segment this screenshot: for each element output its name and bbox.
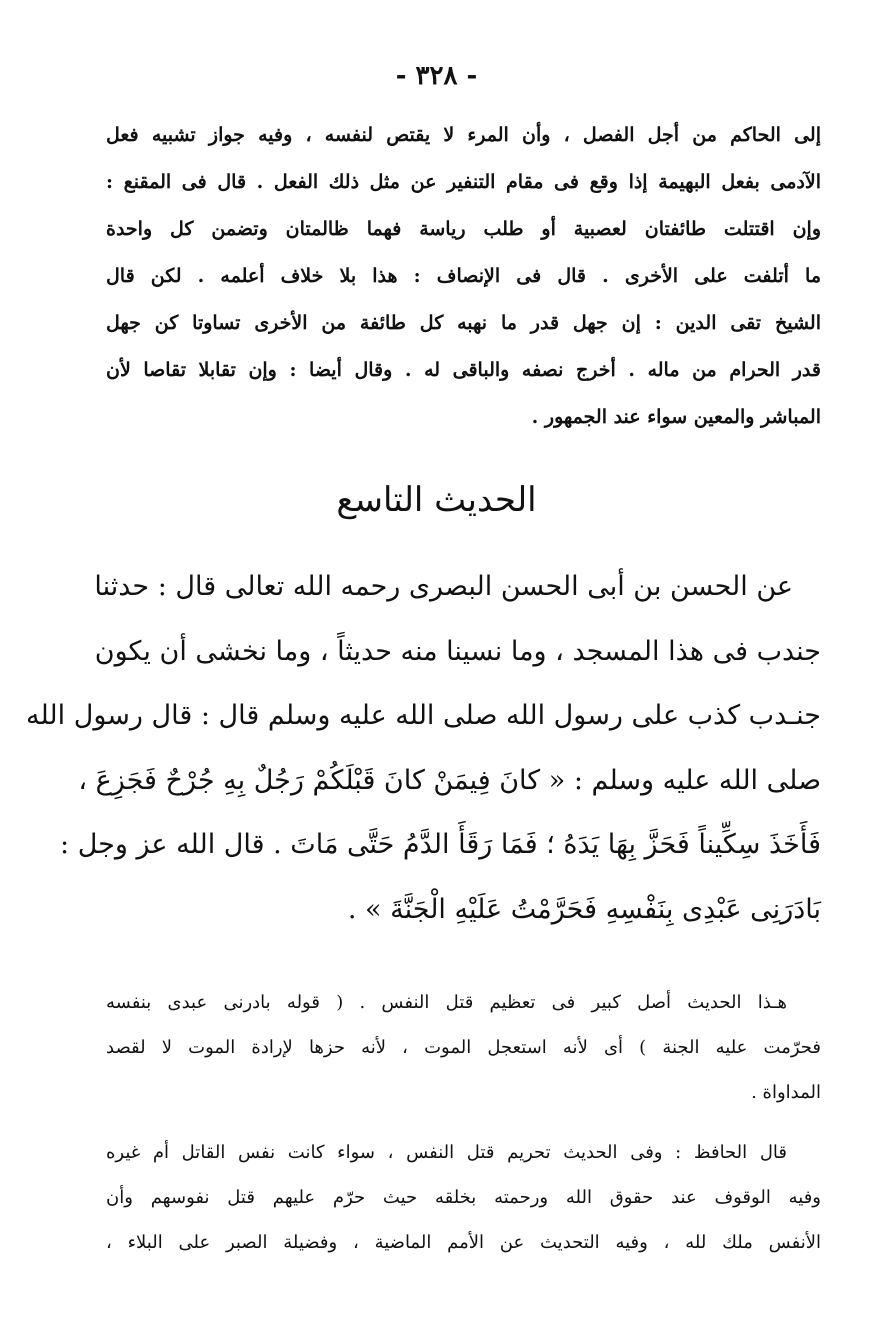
text-line: ما أتلفت على الأخرى . قال فى الإنصاف : هذا بلا خلاف أعلمه . لكن قال [106,265,821,287]
section-heading: الحديث التاسع [336,480,537,520]
hadith-line: جنـدب كذب على رسول الله صلى الله عليه وسلم قال : قال رسول الله [26,700,821,731]
text-line: قال الحافظ : وفى الحديث تحريم قتل النفس ، سواء كانت نفس القاتل أم غيره [106,1142,787,1163]
text-line: هـذا الحديث أصل كبير فى تعظيم قتل النفس . ( قوله بادرنى عبدى بنفسه [106,992,787,1013]
text-line: الأنفس ملك لله ، وفيه التحديث عن الأمم الماضية ، وفضيلة الصبر على البلاء ، [106,1232,821,1253]
commentary-paragraph-2 [106,980,821,1115]
text-line: وفيه الوقوف عند حقوق الله ورحمته بخلقه حيث حرّم عليهم قتل نفوسهم وأن [106,1187,821,1208]
hadith-line: بَادَرَنِى عَبْدِى بِنَفْسِهِ فَحَرَّمْتُ عَلَيْهِ الْجَنَّةَ » . [347,893,821,925]
text-line: المباشر والمعين سواء عند الجمهور . [531,406,821,428]
hadith-text [26,555,821,942]
text-line: الآدمى بفعل البهيمة إذا وقع فى مقام التنفير عن مثل ذلك الفعل . قال فى المقنع : [106,171,821,193]
commentary-paragraph-3 [106,1130,821,1265]
text-line: وإن اقتتلت طائفتان لعصبية أو طلب رياسة فهما ظالمتان وتضمن كل واحدة [106,218,821,240]
text-line: قدر الحرام من ماله . أخرج نصفه والباقى له . وقال أيضا : وإن تقابلا تقاصا لأن [106,359,821,381]
hadith-line: جندب فى هذا المسجد ، وما نسينا منه حديثاً ، وما نخشى أن يكون [94,635,821,667]
text-line: فحرّمت عليه الجنة ) أى لأنه استعجل الموت ، لأنه حزها لإرادة الموت لا لقصد [106,1037,821,1058]
hadith-line: صلى الله عليه وسلم : « كانَ فِيمَنْ كانَ قَبْلَكُمْ رَجُلٌ بِهِ جُرْحٌ فَجَزِعَ ، [78,764,821,796]
commentary-paragraph-top [106,112,821,441]
page-number: - ٣٢٨ - [395,61,478,91]
text-line: إلى الحاكم من أجل الفصل ، وأن المرء لا يقتص لنفسه ، وفيه جواز تشبيه فعل [106,124,821,146]
text-line: المداواة . [751,1082,821,1103]
hadith-line: عن الحسن بن أبى الحسن البصرى رحمه الله تعالى قال : حدثنا [94,571,793,602]
hadith-line: فَأَخَذَ سِكِّيناً فَحَزَّ بِهَا يَدَهُ ؛ فَمَا رَقَأَ الدَّمُ حَتَّى مَاتَ . قال الله عز وجل : [60,829,821,860]
text-line: الشيخ تقى الدين : إن جهل قدر ما نهبه كل طائفة من الأخرى تساوتا كن جهل [106,312,821,334]
